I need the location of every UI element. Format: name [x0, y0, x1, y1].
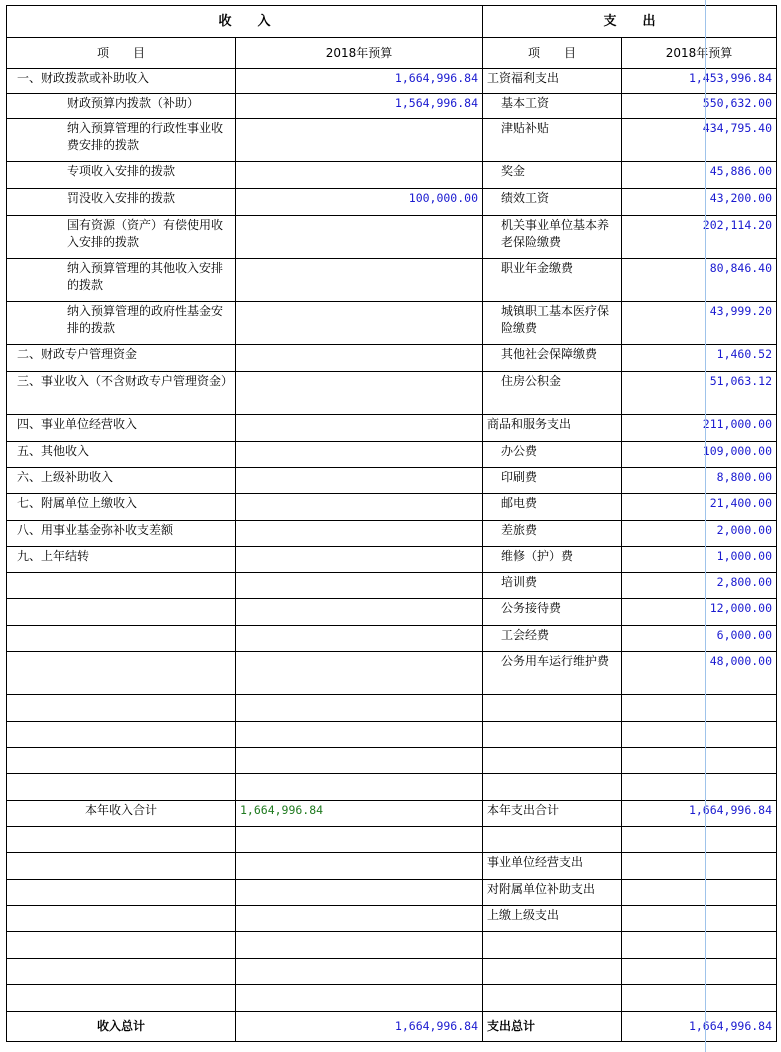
grand-total-row [7, 1012, 777, 1042]
expense-value-cell: 6,000.00 [622, 626, 777, 652]
income-item-cell: 纳入预算管理的其他收入安排的拨款 [7, 259, 236, 302]
expense-value-cell: 48,000.00 [622, 652, 777, 695]
expense-item-cell: 邮电费 [483, 494, 622, 521]
expense-value-cell: 434,795.40 [622, 119, 777, 162]
table-row [7, 468, 777, 494]
income-item-cell: 三、事业收入（不含财政专户管理资金） [7, 372, 236, 415]
income-value-cell [236, 959, 483, 985]
income-value-cell [236, 722, 483, 748]
expense-value-cell [622, 985, 777, 1012]
income-item-cell: 财政预算内拨款（补助） [7, 94, 236, 119]
table-row [7, 774, 777, 801]
table-row [7, 189, 777, 216]
income-value-cell [236, 162, 483, 189]
expense-item-cell: 奖金 [483, 162, 622, 189]
income-value-cell [236, 345, 483, 372]
expense-item-cell: 培训费 [483, 573, 622, 599]
expense-total-label: 支出总计 [483, 1012, 622, 1042]
expense-item-cell: 工会经费 [483, 626, 622, 652]
column-header-row [7, 38, 777, 69]
table-row [7, 827, 777, 853]
income-title: 收 入 [7, 6, 483, 38]
income-value-cell [236, 573, 483, 599]
expense-item-cell: 商品和服务支出 [483, 415, 622, 442]
table-row [7, 748, 777, 774]
expense-value-cell: 202,114.20 [622, 216, 777, 259]
income-value-cell [236, 985, 483, 1012]
income-item-cell: 九、上年结转 [7, 547, 236, 573]
expense-title: 支 出 [483, 6, 777, 38]
expense-value-cell [622, 853, 777, 880]
expense-item-cell [483, 748, 622, 774]
table-row [7, 372, 777, 415]
expense-value-cell [622, 695, 777, 722]
income-value-cell [236, 880, 483, 906]
income-value-cell [236, 259, 483, 302]
expense-item-cell: 维修（护）费 [483, 547, 622, 573]
expense-item-cell: 公务用车运行维护费 [483, 652, 622, 695]
table-row [7, 652, 777, 695]
income-value-cell [236, 599, 483, 626]
income-item-cell [7, 573, 236, 599]
table-row [7, 162, 777, 189]
expense-value-cell: 109,000.00 [622, 442, 777, 468]
income-value-cell: 100,000.00 [236, 189, 483, 216]
expense-value-cell: 43,999.20 [622, 302, 777, 345]
income-value-cell [236, 774, 483, 801]
income-value-cell [236, 494, 483, 521]
income-item-cell: 四、事业单位经营收入 [7, 415, 236, 442]
table-row [7, 599, 777, 626]
title-row [7, 6, 777, 38]
income-value-cell [236, 372, 483, 415]
expense-value-cell [622, 932, 777, 959]
expense-item-cell [483, 932, 622, 959]
expense-value-cell: 1,460.52 [622, 345, 777, 372]
income-item-cell: 七、附属单位上缴收入 [7, 494, 236, 521]
income-item-cell [7, 599, 236, 626]
expense-value-cell [622, 722, 777, 748]
expense-value-cell: 1,664,996.84 [622, 801, 777, 827]
expense-item-cell: 公务接待费 [483, 599, 622, 626]
table-row [7, 959, 777, 985]
income-item-cell [7, 827, 236, 853]
income-item-cell: 六、上级补助收入 [7, 468, 236, 494]
table-row [7, 415, 777, 442]
expense-item-cell [483, 827, 622, 853]
expense-value-cell: 80,846.40 [622, 259, 777, 302]
income-value-cell [236, 547, 483, 573]
income-value-cell [236, 468, 483, 494]
income-value-cell [236, 906, 483, 932]
income-item-cell: 纳入预算管理的政府性基金安排的拨款 [7, 302, 236, 345]
expense-item-cell: 其他社会保障缴费 [483, 345, 622, 372]
income-item-cell: 一、财政拨款或补助收入 [7, 69, 236, 94]
table-row [7, 573, 777, 599]
income-value-cell [236, 853, 483, 880]
income-value-cell: 1,564,996.84 [236, 94, 483, 119]
income-item-cell [7, 652, 236, 695]
expense-item-cell: 职业年金缴费 [483, 259, 622, 302]
expense-value-cell [622, 827, 777, 853]
income-item-cell [7, 695, 236, 722]
income-value-cell [236, 695, 483, 722]
expense-item-cell: 事业单位经营支出 [483, 853, 622, 880]
expense-item-cell: 机关事业单位基本养老保险缴费 [483, 216, 622, 259]
income-item-header: 项 目 [7, 38, 236, 69]
income-item-cell: 罚没收入安排的拨款 [7, 189, 236, 216]
expense-item-cell [483, 774, 622, 801]
table-row [7, 302, 777, 345]
income-value-cell [236, 415, 483, 442]
income-item-cell [7, 985, 236, 1012]
income-value-cell [236, 216, 483, 259]
table-row [7, 216, 777, 259]
table-row [7, 69, 777, 94]
income-item-cell [7, 880, 236, 906]
table-row [7, 906, 777, 932]
income-total-label: 收入总计 [7, 1012, 236, 1042]
income-item-cell: 本年收入合计 [7, 801, 236, 827]
expense-item-cell: 住房公积金 [483, 372, 622, 415]
income-value-cell: 1,664,996.84 [236, 801, 483, 827]
income-value-cell [236, 521, 483, 547]
income-item-cell [7, 932, 236, 959]
expense-item-cell: 工资福利支出 [483, 69, 622, 94]
income-item-cell [7, 906, 236, 932]
table-row [7, 521, 777, 547]
expense-value-cell: 550,632.00 [622, 94, 777, 119]
table-row [7, 853, 777, 880]
expense-item-cell: 基本工资 [483, 94, 622, 119]
table-row [7, 442, 777, 468]
expense-item-cell [483, 695, 622, 722]
income-value-cell [236, 302, 483, 345]
table-row [7, 695, 777, 722]
table-row [7, 932, 777, 959]
expense-value-cell: 43,200.00 [622, 189, 777, 216]
expense-value-cell [622, 880, 777, 906]
expense-value-cell: 21,400.00 [622, 494, 777, 521]
expense-item-cell: 对附属单位补助支出 [483, 880, 622, 906]
expense-item-header: 项 目 [483, 38, 622, 69]
income-item-cell: 国有资源（资产）有偿使用收入安排的拨款 [7, 216, 236, 259]
budget-table [6, 5, 777, 1042]
expense-value-cell: 51,063.12 [622, 372, 777, 415]
expense-budget-header: 2018年预算 [622, 38, 777, 69]
income-value-cell [236, 442, 483, 468]
income-value-cell: 1,664,996.84 [236, 69, 483, 94]
income-item-cell [7, 722, 236, 748]
expense-value-cell: 8,800.00 [622, 468, 777, 494]
income-item-cell: 二、财政专户管理资金 [7, 345, 236, 372]
expense-item-cell: 津贴补贴 [483, 119, 622, 162]
income-value-cell [236, 748, 483, 774]
table-row [7, 119, 777, 162]
expense-item-cell: 印刷费 [483, 468, 622, 494]
income-item-cell [7, 748, 236, 774]
expense-item-cell: 差旅费 [483, 521, 622, 547]
expense-item-cell: 上缴上级支出 [483, 906, 622, 932]
table-row [7, 94, 777, 119]
income-item-cell [7, 626, 236, 652]
expense-value-cell [622, 748, 777, 774]
expense-value-cell: 12,000.00 [622, 599, 777, 626]
expense-item-cell: 绩效工资 [483, 189, 622, 216]
table-row [7, 259, 777, 302]
table-row [7, 722, 777, 748]
income-value-cell [236, 827, 483, 853]
expense-item-cell [483, 959, 622, 985]
income-value-cell [236, 652, 483, 695]
table-row [7, 345, 777, 372]
table-row [7, 494, 777, 521]
table-row [7, 547, 777, 573]
expense-value-cell: 45,886.00 [622, 162, 777, 189]
expense-item-cell: 办公费 [483, 442, 622, 468]
expense-item-cell [483, 722, 622, 748]
expense-value-cell [622, 774, 777, 801]
expense-value-cell: 1,000.00 [622, 547, 777, 573]
income-value-cell [236, 932, 483, 959]
income-item-cell [7, 959, 236, 985]
income-item-cell [7, 774, 236, 801]
expense-value-cell [622, 959, 777, 985]
income-value-cell [236, 626, 483, 652]
expense-item-cell [483, 985, 622, 1012]
table-row [7, 626, 777, 652]
income-item-cell: 专项收入安排的拨款 [7, 162, 236, 189]
expense-value-cell [622, 906, 777, 932]
income-value-cell [236, 119, 483, 162]
table-row [7, 801, 777, 827]
expense-item-cell: 本年支出合计 [483, 801, 622, 827]
expense-value-cell: 2,000.00 [622, 521, 777, 547]
income-total-value: 1,664,996.84 [236, 1012, 483, 1042]
table-row [7, 985, 777, 1012]
expense-value-cell: 211,000.00 [622, 415, 777, 442]
income-budget-header: 2018年预算 [236, 38, 483, 69]
income-item-cell: 五、其他收入 [7, 442, 236, 468]
budget-sheet [6, 5, 776, 1042]
expense-item-cell: 城镇职工基本医疗保险缴费 [483, 302, 622, 345]
income-item-cell: 八、用事业基金弥补收支差额 [7, 521, 236, 547]
income-item-cell [7, 853, 236, 880]
expense-value-cell: 2,800.00 [622, 573, 777, 599]
expense-value-cell: 1,453,996.84 [622, 69, 777, 94]
table-row [7, 880, 777, 906]
expense-total-value: 1,664,996.84 [622, 1012, 777, 1042]
income-item-cell: 纳入预算管理的行政性事业收费安排的拨款 [7, 119, 236, 162]
